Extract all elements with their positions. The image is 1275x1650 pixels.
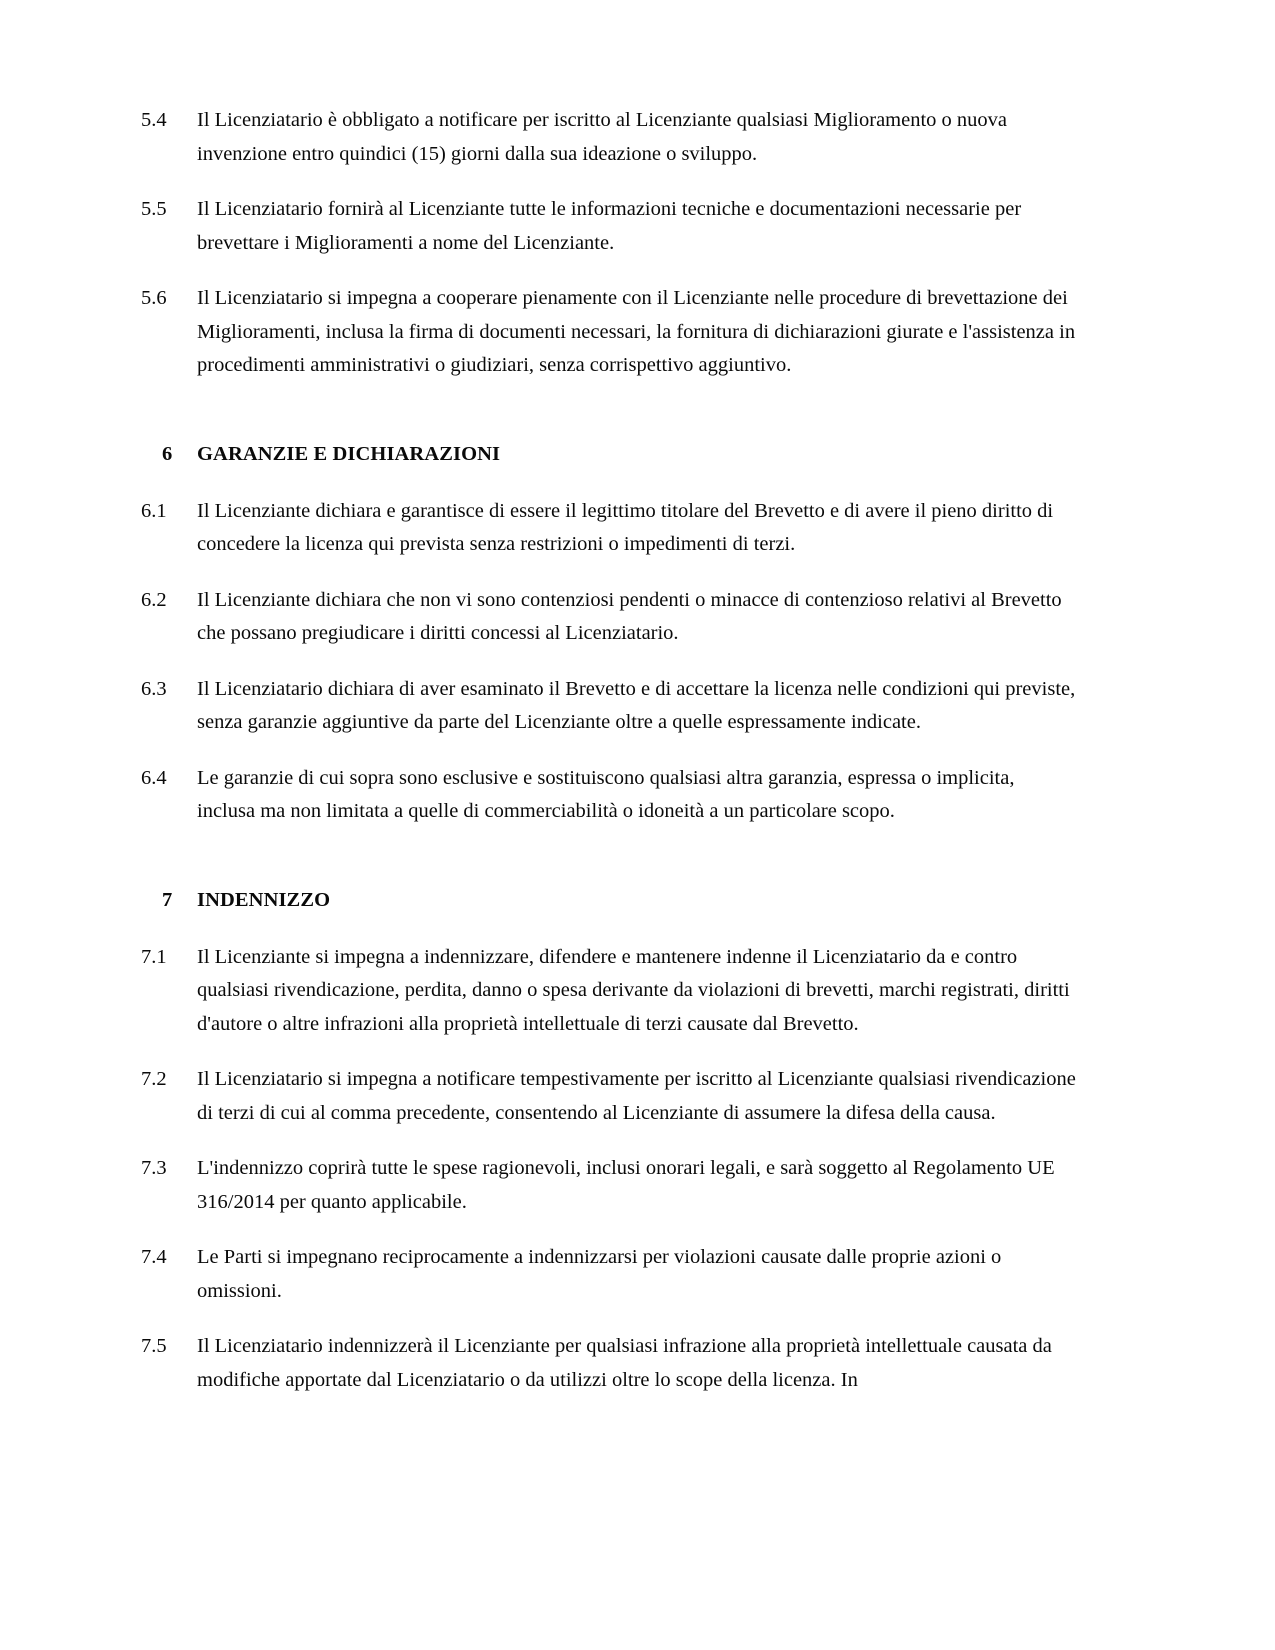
clause-text: Le Parti si impegnano reciprocamente a indennizzarsi per violazioni causate dalle proprie azioni o omissioni. <box>197 1246 1002 1302</box>
clause-7-3 <box>141 1152 1076 1219</box>
clause-text: Il Licenziante dichiara e garantisce di essere il legittimo titolare del Brevetto e di avere il pieno diritto di concedere la licenza qui prevista senza restrizioni o impedimenti di terzi. <box>197 499 1054 555</box>
section-title: INDENNIZZO <box>197 888 331 911</box>
clause-text: L'indennizzo coprirà tutte le spese ragionevoli, inclusi onorari legali, e sarà soggetto al Regolamento UE 316/2014 per quanto applicabile. <box>197 1157 1055 1213</box>
clause-text: Il Licenziatario si impegna a cooperare pienamente con il Licenziante nelle procedure di brevettazione dei Miglioramenti, inclusa la firma di documenti necessari, la fornitura di dichiarazioni giurate e l'assistenza in procedimenti amministrativi o giudiziari, senza corrispettivo aggiuntivo. <box>197 287 1076 376</box>
clause-5-6 <box>141 282 1076 383</box>
clause-text: Il Licenziante si impegna a indennizzare, difendere e mantenere indenne il Licenziatario da e contro qualsiasi rivendicazione, perdita, danno o spesa derivante da violazioni di brevetti, marchi registrati, diritti d'autore o altre infrazioni alla proprietà intellettuale di terzi causate dal Brevetto. <box>197 945 1070 1035</box>
clause-6-2 <box>141 584 1076 651</box>
clause-number: 6.1 <box>141 499 167 522</box>
clause-6-1 <box>141 495 1076 562</box>
clause-text: Il Licenziatario indennizzerà il Licenziante per qualsiasi infrazione alla proprietà intellettuale causata da modifiche apportate dal Licenziatario o da utilizzi oltre lo scope della licenza. In <box>197 1335 1052 1391</box>
section-title: GARANZIE E DICHIARAZIONI <box>197 442 501 465</box>
clause-number: 5.6 <box>141 287 167 309</box>
clause-text: Il Licenziatario si impegna a notificare tempestivamente per iscritto al Licenziante qualsiasi rivendicazione di terzi di cui al comma precedente, consentendo al Licenziante di assumere la difesa della causa. <box>197 1068 1076 1124</box>
document-body <box>141 104 1076 1419</box>
clause-7-2 <box>141 1063 1076 1130</box>
clause-7-4 <box>141 1241 1076 1308</box>
clause-number: 5.4 <box>141 109 167 131</box>
clause-number: 5.5 <box>141 198 167 220</box>
clause-text: Il Licenziante dichiara che non vi sono contenziosi pendenti o minacce di contenzioso relativi al Brevetto che possano pregiudicare i diritti concessi al Licenziatario. <box>197 588 1062 644</box>
clause-text: Il Licenziatario è obbligato a notificare per iscritto al Licenziante qualsiasi Miglioramento o nuova invenzione entro quindici (15) giorni dalla sua ideazione o sviluppo. <box>197 109 1008 165</box>
section-number: 7 <box>162 888 173 911</box>
clause-number: 7.1 <box>141 945 167 968</box>
clause-number: 7.2 <box>141 1068 167 1090</box>
clause-5-5 <box>141 193 1076 260</box>
section-number: 6 <box>162 442 173 465</box>
clause-6-4 <box>141 762 1076 829</box>
clause-5-4 <box>141 104 1076 171</box>
clause-number: 6.4 <box>141 766 167 789</box>
section-heading-7 <box>141 885 1076 915</box>
clause-text: Le garanzie di cui sopra sono esclusive e sostituiscono qualsiasi altra garanzia, espressa o implicita, inclusa ma non limitata a quelle di commerciabilità o idoneità a un particolare scopo. <box>197 766 1015 822</box>
section-heading-6 <box>141 439 1076 469</box>
clause-number: 7.3 <box>141 1157 167 1179</box>
clause-text: Il Licenziatario fornirà al Licenziante tutte le informazioni tecniche e documentazioni necessarie per brevettare i Miglioramenti a nome del Licenziante. <box>197 198 1022 254</box>
clause-7-5 <box>141 1330 1076 1397</box>
clause-text: Il Licenziatario dichiara di aver esaminato il Brevetto e di accettare la licenza nelle condizioni qui previste, senza garanzie aggiuntive da parte del Licenziante oltre a quelle espressamente indicate. <box>197 677 1076 733</box>
clause-7-1 <box>141 941 1076 1042</box>
clause-number: 7.5 <box>141 1335 167 1357</box>
clause-number: 6.3 <box>141 677 167 700</box>
clause-number: 7.4 <box>141 1246 167 1268</box>
clause-number: 6.2 <box>141 588 167 611</box>
clause-6-3 <box>141 673 1076 740</box>
